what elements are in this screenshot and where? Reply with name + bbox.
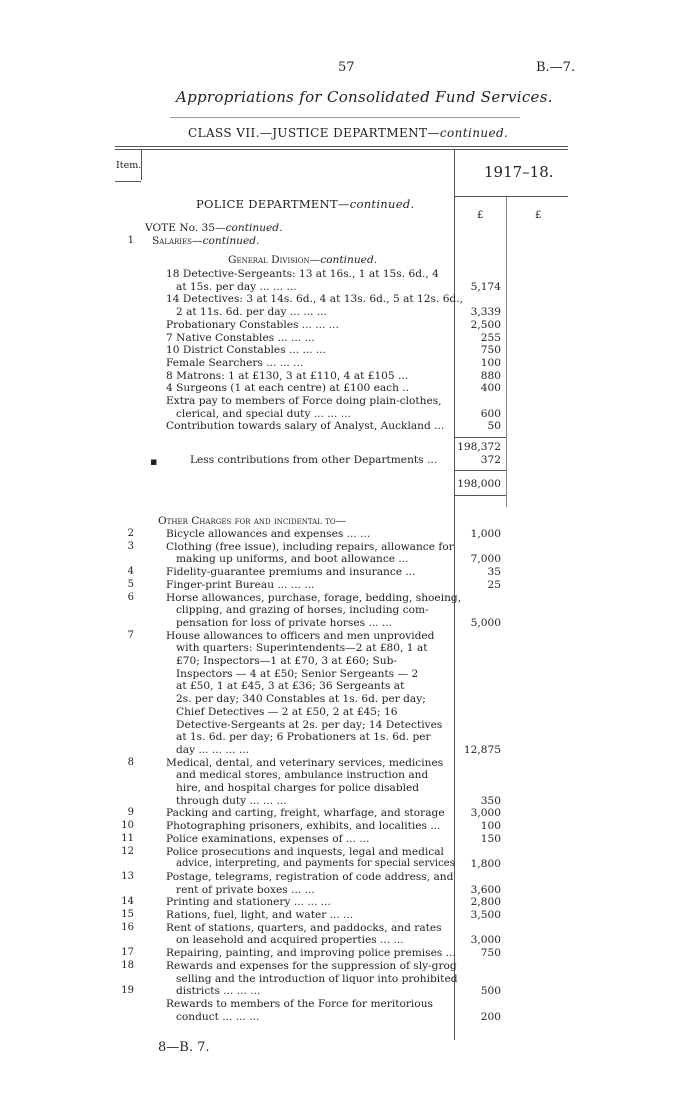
item-number: 6 — [127, 591, 134, 603]
salary-line: Probationary Constables ... ... ... — [166, 318, 339, 331]
document-reference: B.—7. — [536, 60, 576, 75]
table-top-rule — [115, 146, 568, 147]
amount: 100 — [480, 820, 501, 833]
charge-line: with quarters: Superintendents—2 at £80, 1 at — [176, 642, 428, 655]
salary-line: 14 Detectives: 3 at 14s. 6d., 4 at 13s. 6d., 5 at 12s. 6d., — [166, 293, 463, 306]
amount: 750 — [480, 947, 501, 960]
table-top-rule-2 — [115, 149, 568, 150]
general-division-heading: General Division—continued. — [228, 254, 378, 266]
police-department-heading: POLICE DEPARTMENT—continued. — [196, 197, 415, 211]
net-total-rule — [455, 470, 506, 471]
page-title: Appropriations for Consolidated Fund Services. — [176, 88, 553, 106]
salary-line: at 15s. per day ... ... ... — [176, 280, 297, 293]
item-number: 19 — [121, 985, 134, 997]
item-number: 8 — [127, 756, 134, 768]
charge-line: at 1s. 6d. per day; 6 Probationers at 1s. 6d. per — [176, 731, 431, 744]
item-number: 11 — [121, 832, 134, 844]
charge-line: hire, and hospital charges for police disabled — [176, 782, 420, 794]
charge-line: 2s. per day; 340 Constables at 1s. 6d. per day; — [176, 693, 426, 706]
salary-line: 10 District Constables ... ... ... — [166, 344, 327, 357]
item-number: 15 — [121, 909, 134, 920]
amount-column-middle-divider — [506, 197, 507, 507]
salary-line: Contribution towards salary of Analyst, Auckland ... — [166, 420, 445, 433]
pound-header-2: £ — [535, 210, 542, 221]
salary-line: clerical, and special duty ... ... ... — [176, 407, 351, 420]
charge-line: and medical stores, ambulance instruction and — [176, 769, 429, 782]
charge-line: Rent of stations, quarters, and paddocks, and rates — [166, 921, 442, 934]
amount: 12,875 — [463, 743, 501, 756]
amount: 5,000 — [470, 616, 501, 629]
amount: 1,800 — [470, 858, 501, 871]
amount: 350 — [480, 794, 501, 807]
year-column-header: 1917–18. — [484, 163, 554, 181]
charge-line: House allowances to officers and men unprovided — [166, 629, 435, 642]
amount: 1,000 — [470, 528, 501, 540]
item-number: 9 — [127, 807, 134, 819]
salaries-heading: Salaries—continued. — [152, 235, 260, 247]
amount: 150 — [480, 832, 501, 845]
charge-line: conduct ... ... ... — [176, 1010, 260, 1023]
amount: 500 — [480, 985, 501, 998]
item-number: 16 — [121, 921, 134, 933]
amount: 400 — [480, 382, 501, 395]
amount: 3,600 — [470, 883, 501, 896]
item-column-header: Item. — [116, 160, 142, 171]
charge-line: Horse allowances, purchase, forage, bedding, shoeing, — [166, 591, 462, 604]
charge-line: Detective-Sergeants at 2s. per day; 14 Detectives — [176, 718, 443, 731]
subtotal-rule — [455, 437, 506, 438]
item-number: 17 — [121, 947, 134, 959]
class-heading: CLASS VII.—JUSTICE DEPARTMENT—continued. — [188, 126, 509, 140]
charge-line: Fidelity-guarantee premiums and insurance ... — [166, 566, 416, 579]
charge-line: selling and the introduction of liquor into prohibited — [176, 972, 458, 985]
item-number: 10 — [121, 820, 134, 832]
other-charges-heading: Other Charges for and incidental to— — [158, 515, 347, 527]
amount: 100 — [480, 356, 501, 369]
item-number: 2 — [127, 528, 134, 539]
bullet-mark: ▪ — [150, 455, 158, 468]
less-contributions-amount: 372 — [480, 454, 501, 466]
amount: 3,000 — [470, 807, 501, 820]
amount: 255 — [480, 331, 501, 344]
item-number: 12 — [121, 845, 134, 857]
charge-line: through duty ... ... ... — [176, 794, 287, 807]
amount: 25 — [487, 578, 501, 591]
item-number: 7 — [127, 629, 134, 641]
salary-line: 18 Detective-Sergeants: 13 at 16s., 1 at 15s. 6d., 4 — [166, 268, 439, 280]
salary-line: 7 Native Constables ... ... ... — [166, 331, 315, 344]
amount: 50 — [487, 420, 501, 433]
charge-line: day ... ... ... ... — [176, 743, 249, 756]
amount: 3,500 — [470, 909, 501, 921]
charge-line: Medical, dental, and veterinary services, medicines — [166, 756, 444, 769]
item-number: 4 — [127, 566, 134, 578]
salary-line: Female Searchers ... ... ... — [166, 356, 304, 369]
amount: 600 — [480, 407, 501, 420]
item-number: 5 — [127, 578, 134, 590]
charge-line: making up uniforms, and boot allowance ... — [176, 553, 409, 566]
item-number: 14 — [121, 896, 134, 908]
charge-line: Repairing, painting, and improving police premises ... — [166, 947, 456, 960]
charge-line: Clothing (free issue), including repairs, allowance for — [166, 540, 454, 553]
charge-line: Printing and stationery ... ... ... — [166, 896, 331, 909]
net-total: 198,000 — [457, 478, 501, 490]
charge-line: Rations, fuel, light, and water ... ... — [166, 909, 354, 921]
net-total-underline — [455, 495, 506, 496]
item-header-rule — [115, 181, 141, 182]
item-number: 13 — [121, 870, 134, 882]
charge-line: Chief Detectives — 2 at £50, 2 at £45; 16 — [176, 705, 398, 718]
salary-line: 8 Matrons: 1 at £130, 3 at £110, 4 at £105 ... — [166, 369, 409, 382]
amount: 3,339 — [470, 306, 501, 319]
less-contributions-label: Less contributions from other Departments ... — [190, 454, 438, 466]
charge-line: Packing and carting, freight, wharfage, and storage — [166, 807, 445, 820]
signature-mark: 8—B. 7. — [158, 1040, 210, 1055]
amount: 750 — [480, 344, 501, 357]
charge-line: on leasehold and acquired properties ... ... — [176, 934, 404, 947]
title-rule — [170, 117, 520, 118]
charge-line: Rewards to members of the Force for meritorious — [166, 997, 433, 1010]
charge-line: Photographing prisoners, exhibits, and localities ... — [166, 820, 441, 833]
gross-total: 198,372 — [457, 441, 501, 453]
charge-line: pensation for loss of private horses ... ... — [176, 616, 393, 629]
charge-line: Rewards and expenses for the suppression of sly-grog — [166, 959, 457, 972]
charge-line: advice, interpreting, and payments for special services — [176, 858, 455, 870]
item-number: 3 — [127, 540, 134, 552]
amount: 35 — [487, 566, 501, 579]
charge-line: Police prosecutions and inquests, legal and medical — [166, 845, 444, 858]
amount: 5,174 — [470, 280, 501, 293]
salary-line: 4 Surgeons (1 at each centre) at £100 each .. — [166, 382, 410, 395]
charge-line: Bicycle allowances and expenses ... ... — [166, 528, 371, 540]
charge-line: Finger-print Bureau ... ... ... — [166, 578, 315, 591]
charge-line: Police examinations, expenses of ... ... — [166, 832, 370, 845]
page-number: 57 — [338, 60, 355, 75]
charge-line: clipping, and grazing of horses, including com- — [176, 604, 429, 617]
amount: 880 — [480, 369, 501, 382]
charge-line: rent of private boxes ... ... — [176, 883, 315, 896]
amount: 200 — [480, 1010, 501, 1023]
amount: 3,000 — [470, 934, 501, 947]
year-header-rule — [454, 196, 568, 197]
salary-line: 2 at 11s. 6d. per day ... ... ... — [176, 306, 327, 319]
amount: 7,000 — [470, 553, 501, 566]
item-number: 1 — [127, 235, 134, 246]
charge-line: districts ... ... ... — [176, 985, 261, 998]
salary-line: Extra pay to members of Force doing plain-clothes, — [166, 395, 442, 407]
pound-header-1: £ — [477, 210, 484, 221]
item-number: 18 — [121, 959, 134, 971]
amount: 2,800 — [470, 896, 501, 909]
charge-line: Inspectors — 4 at £50; Senior Sergeants — 2 — [176, 667, 419, 680]
amount: 2,500 — [470, 318, 501, 331]
vote-heading: VOTE No. 35—continued. — [145, 222, 283, 234]
charge-line: Postage, telegrams, registration of code address, and — [166, 870, 454, 883]
charge-line: £70; Inspectors—1 at £70, 3 at £60; Sub- — [176, 655, 397, 667]
charge-line: at £50, 1 at £45, 3 at £36; 36 Sergeants at — [176, 680, 405, 693]
